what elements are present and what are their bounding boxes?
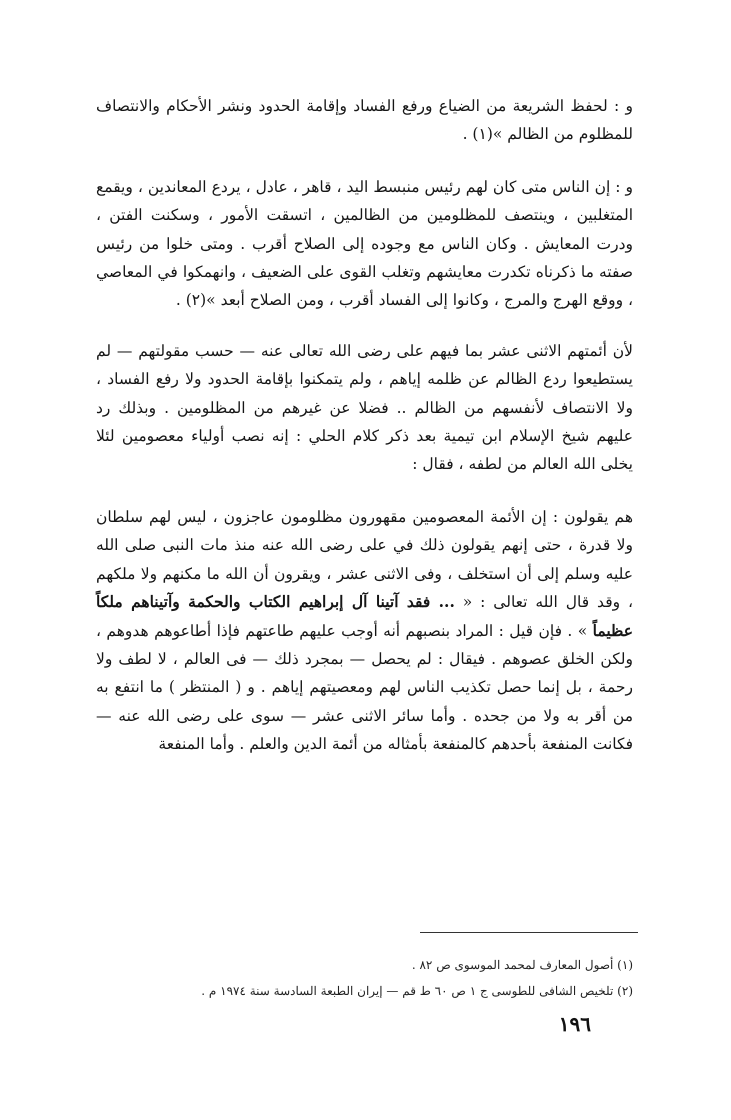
main-text	[96, 92, 633, 759]
footnote-2: (٢) تلخيص الشافى للطوسى ج ١ ص ٦٠ ط قم — إيران الطبعة السادسة سنة ١٩٧٤ م .	[201, 984, 633, 998]
paragraph-1: و : لحفظ الشريعة من الضياع ورفع الفساد وإقامة الحدود ونشر الأحكام والانتصاف للمظلوم من الظالم »(١) .	[96, 97, 633, 144]
paragraph-4	[96, 503, 633, 759]
paragraph-2: و : إن الناس متى كان لهم رئيس منبسط اليد ، قاهر ، عادل ، يردع المعاندين ، ويقمع المتغلبين ، وينتصف للمظلومين من الظالمين ، اتسقت الأمور ، وسكنت الفتن ، ودرت المعايش . وكان الناس مع وجوده إلى الصلاح أقرب . ومتى خلوا من رئيس صفته ما ذكرناه تكدرت معايشهم وتغلب القوى على الضعيف ، وانهمكوا في المعاصي ، ووقع الهرج والمرج ، وكانوا إلى الفساد أقرب ، ومن الصلاح أبعد »(٢) .	[96, 177, 633, 310]
paragraph-3: لأن أئمتهم الاثنى عشر بما فيهم على رضى الله تعالى عنه — حسب مقولتهم — لم يستطيعوا ردع الظالم عن ظلمه إياهم ، ولم يتمكنوا بإقامة الحدود ولا رفع الفساد ، ولا الانتصاف لأنفسهم من الظالم .. فضلا عن غيرهم من المظلومين . وبذلك رد عليهم شيخ الإسلام ابن تيمية بعد ذكر كلام الحلي : إنه نصب أولياء معصومين لئلا يخلى الله العالم من لطفه ، فقال :	[96, 341, 633, 474]
page-number: ١٩٦	[558, 1012, 591, 1036]
paragraph-4-after: » . فإن قيل : المراد بنصبهم أنه أوجب عليهم طاعتهم فإذا أطاعوهم هدوهم ، ولكن الخلق عصوهم . فيقال : لم يحصل — بمجرد ذلك — فى العالم ، لا لطف ولا رحمة ، بل إنما حصل تكذيب الناس لهم ومعصيتهم إياهم . و ( المنتظر ) ما انتفع به من أقر به ولا من جحده . وأما سائر الاثنى عشر — سوى على رضى الله عنه — فكانت المنفعة بأحدهم كالمنفعة بأمثاله من أئمة الدين والعلم . وأما المنفعة	[96, 621, 633, 754]
quran-quote: ... فقد آتينا آل إبراهيم الكتاب والحكمة وآتيناهم ملكاً عظيماً	[96, 592, 633, 640]
footnote-separator	[420, 932, 638, 933]
footnote-1: (١) أصول المعارف لمحمد الموسوى ص ٨٢ .	[411, 958, 633, 972]
paragraph-4-before: هم يقولون : إن الأئمة المعصومين مقهورون مظلومون عاجزون ، ليس لهم سلطان ولا قدرة ، حتى إنهم يقولون ذلك في على رضى الله عنه منذ مات النبى صلى الله عليه وسلم إلى أن استخلف ، وفى الاثنى عشر ، ويقرون أن الله ما مكنهم ولا ملكهم ، وقد قال الله تعالى : «	[96, 507, 633, 612]
footnotes	[96, 952, 633, 1004]
